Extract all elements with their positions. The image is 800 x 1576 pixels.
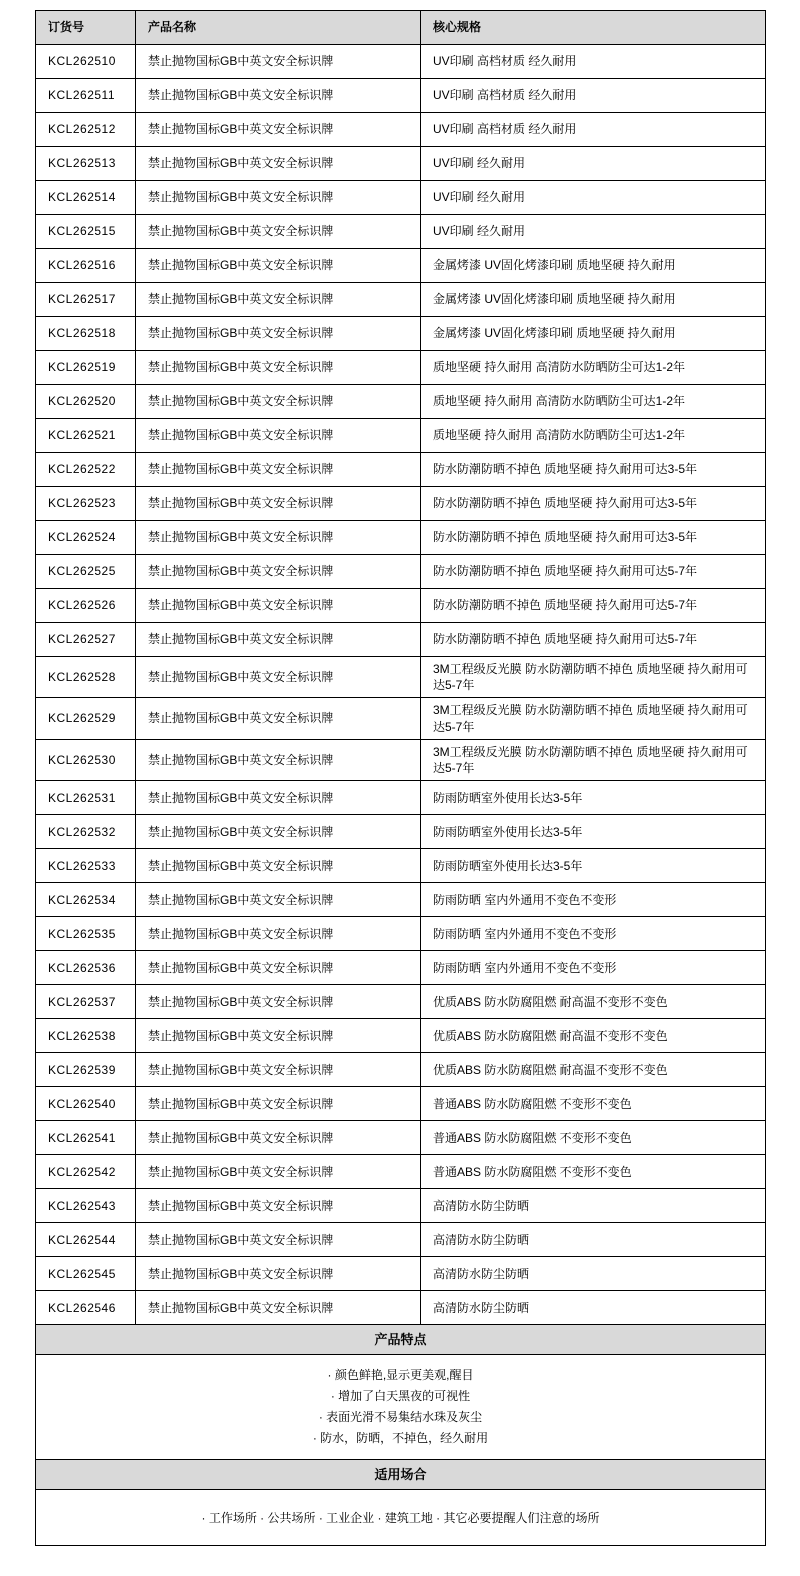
table-row <box>36 917 766 951</box>
feature-item: · 防水，防晒，不掉色，经久耐用 <box>312 1431 489 1446</box>
occasions-section-title: 适用场合 <box>36 1460 766 1490</box>
table-row <box>36 1053 766 1087</box>
table-row <box>36 487 766 521</box>
product-name-cell: 禁止抛物国标GB中英文安全标识牌 <box>136 79 421 113</box>
order-code-cell: KCL262537 <box>36 985 136 1019</box>
core-spec-cell: 高清防水防尘防晒 <box>421 1223 766 1257</box>
product-name-cell: 禁止抛物国标GB中英文安全标识牌 <box>136 1019 421 1053</box>
product-name-cell: 禁止抛物国标GB中英文安全标识牌 <box>136 113 421 147</box>
table-row <box>36 317 766 351</box>
occasions-content-row <box>36 1490 766 1546</box>
order-code-cell: KCL262535 <box>36 917 136 951</box>
feature-item: · 表面光滑不易集结水珠及灰尘 <box>318 1410 483 1425</box>
feature-item: · 颜色鲜艳,显示更美观,醒目 <box>327 1368 474 1383</box>
core-spec-cell: 防水防潮防晒不掉色 质地坚硬 持久耐用可达3-5年 <box>421 487 766 521</box>
features-content-row <box>36 1355 766 1460</box>
features-section-title: 产品特点 <box>36 1325 766 1355</box>
product-name-cell: 禁止抛物国标GB中英文安全标识牌 <box>136 849 421 883</box>
core-spec-cell: 防雨防晒室外使用长达3-5年 <box>421 849 766 883</box>
order-code-cell: KCL262511 <box>36 79 136 113</box>
order-code-cell: KCL262539 <box>36 1053 136 1087</box>
core-spec-cell: UV印刷 高档材质 经久耐用 <box>421 113 766 147</box>
product-name-cell: 禁止抛物国标GB中英文安全标识牌 <box>136 589 421 623</box>
column-header-core-spec: 核心规格 <box>421 11 766 45</box>
product-name-cell: 禁止抛物国标GB中英文安全标识牌 <box>136 917 421 951</box>
table-row <box>36 781 766 815</box>
table-row <box>36 113 766 147</box>
product-name-cell: 禁止抛物国标GB中英文安全标识牌 <box>136 45 421 79</box>
table-row <box>36 883 766 917</box>
order-code-cell: KCL262525 <box>36 555 136 589</box>
order-code-cell: KCL262545 <box>36 1257 136 1291</box>
core-spec-cell: 防水防潮防晒不掉色 质地坚硬 持久耐用可达5-7年 <box>421 555 766 589</box>
product-name-cell: 禁止抛物国标GB中英文安全标识牌 <box>136 1155 421 1189</box>
core-spec-cell: UV印刷 高档材质 经久耐用 <box>421 45 766 79</box>
core-spec-cell: UV印刷 经久耐用 <box>421 147 766 181</box>
core-spec-cell: 3M工程级反光膜 防水防潮防晒不掉色 质地坚硬 持久耐用可达5-7年 <box>421 698 766 739</box>
product-name-cell: 禁止抛物国标GB中英文安全标识牌 <box>136 215 421 249</box>
product-name-cell: 禁止抛物国标GB中英文安全标识牌 <box>136 351 421 385</box>
order-code-cell: KCL262522 <box>36 453 136 487</box>
order-code-cell: KCL262534 <box>36 883 136 917</box>
table-body <box>36 45 766 1325</box>
product-name-cell: 禁止抛物国标GB中英文安全标识牌 <box>136 951 421 985</box>
order-code-cell: KCL262523 <box>36 487 136 521</box>
table-row <box>36 985 766 1019</box>
core-spec-cell: 金属烤漆 UV固化烤漆印刷 质地坚硬 持久耐用 <box>421 249 766 283</box>
core-spec-cell: 金属烤漆 UV固化烤漆印刷 质地坚硬 持久耐用 <box>421 283 766 317</box>
table-row <box>36 215 766 249</box>
core-spec-cell: UV印刷 经久耐用 <box>421 215 766 249</box>
order-code-cell: KCL262524 <box>36 521 136 555</box>
product-name-cell: 禁止抛物国标GB中英文安全标识牌 <box>136 283 421 317</box>
order-code-cell: KCL262521 <box>36 419 136 453</box>
order-code-cell: KCL262541 <box>36 1121 136 1155</box>
core-spec-cell: 普通ABS 防水防腐阻燃 不变形不变色 <box>421 1155 766 1189</box>
core-spec-cell: 防水防潮防晒不掉色 质地坚硬 持久耐用可达3-5年 <box>421 453 766 487</box>
core-spec-cell: 高清防水防尘防晒 <box>421 1189 766 1223</box>
table-row <box>36 623 766 657</box>
table-row <box>36 419 766 453</box>
table-header-row <box>36 11 766 45</box>
core-spec-cell: 防雨防晒室外使用长达3-5年 <box>421 781 766 815</box>
product-spec-table <box>35 10 766 1546</box>
table-row <box>36 1291 766 1325</box>
core-spec-cell: 质地坚硬 持久耐用 高清防水防晒防尘可达1-2年 <box>421 351 766 385</box>
core-spec-cell: 防水防潮防晒不掉色 质地坚硬 持久耐用可达5-7年 <box>421 623 766 657</box>
core-spec-cell: 3M工程级反光膜 防水防潮防晒不掉色 质地坚硬 持久耐用可达5-7年 <box>421 739 766 780</box>
order-code-cell: KCL262542 <box>36 1155 136 1189</box>
table-row <box>36 1019 766 1053</box>
product-name-cell: 禁止抛物国标GB中英文安全标识牌 <box>136 623 421 657</box>
table-row <box>36 181 766 215</box>
product-name-cell: 禁止抛物国标GB中英文安全标识牌 <box>136 317 421 351</box>
order-code-cell: KCL262526 <box>36 589 136 623</box>
product-name-cell: 禁止抛物国标GB中英文安全标识牌 <box>136 1257 421 1291</box>
order-code-cell: KCL262515 <box>36 215 136 249</box>
core-spec-cell: 防水防潮防晒不掉色 质地坚硬 持久耐用可达3-5年 <box>421 521 766 555</box>
product-name-cell: 禁止抛物国标GB中英文安全标识牌 <box>136 781 421 815</box>
order-code-cell: KCL262540 <box>36 1087 136 1121</box>
order-code-cell: KCL262513 <box>36 147 136 181</box>
core-spec-cell: 防雨防晒 室内外通用不变色不变形 <box>421 917 766 951</box>
occasions-text: · 工作场所 · 公共场所 · 工业企业 · 建筑工地 · 其它必要提醒人们注意的场所 <box>36 1490 766 1546</box>
table-row <box>36 45 766 79</box>
table-row <box>36 555 766 589</box>
product-name-cell: 禁止抛物国标GB中英文安全标识牌 <box>136 1053 421 1087</box>
table-row <box>36 79 766 113</box>
core-spec-cell: 优质ABS 防水防腐阻燃 耐高温不变形不变色 <box>421 1053 766 1087</box>
core-spec-cell: 优质ABS 防水防腐阻燃 耐高温不变形不变色 <box>421 985 766 1019</box>
core-spec-cell: 质地坚硬 持久耐用 高清防水防晒防尘可达1-2年 <box>421 385 766 419</box>
order-code-cell: KCL262516 <box>36 249 136 283</box>
order-code-cell: KCL262533 <box>36 849 136 883</box>
table-row <box>36 1189 766 1223</box>
table-row <box>36 147 766 181</box>
product-name-cell: 禁止抛物国标GB中英文安全标识牌 <box>136 985 421 1019</box>
features-list <box>36 1355 766 1460</box>
table-row <box>36 815 766 849</box>
feature-item: · 增加了白天黑夜的可视性 <box>330 1389 471 1404</box>
core-spec-cell: 质地坚硬 持久耐用 高清防水防晒防尘可达1-2年 <box>421 419 766 453</box>
table-row <box>36 657 766 698</box>
product-name-cell: 禁止抛物国标GB中英文安全标识牌 <box>136 147 421 181</box>
core-spec-cell: 防雨防晒 室内外通用不变色不变形 <box>421 883 766 917</box>
product-name-cell: 禁止抛物国标GB中英文安全标识牌 <box>136 1291 421 1325</box>
order-code-cell: KCL262531 <box>36 781 136 815</box>
order-code-cell: KCL262520 <box>36 385 136 419</box>
table-row <box>36 521 766 555</box>
table-header <box>36 11 766 45</box>
table-row <box>36 385 766 419</box>
product-name-cell: 禁止抛物国标GB中英文安全标识牌 <box>136 815 421 849</box>
core-spec-cell: 金属烤漆 UV固化烤漆印刷 质地坚硬 持久耐用 <box>421 317 766 351</box>
product-name-cell: 禁止抛物国标GB中英文安全标识牌 <box>136 739 421 780</box>
order-code-cell: KCL262517 <box>36 283 136 317</box>
order-code-cell: KCL262527 <box>36 623 136 657</box>
product-name-cell: 禁止抛物国标GB中英文安全标识牌 <box>136 249 421 283</box>
product-name-cell: 禁止抛物国标GB中英文安全标识牌 <box>136 1223 421 1257</box>
features-section <box>36 1325 766 1460</box>
product-name-cell: 禁止抛物国标GB中英文安全标识牌 <box>136 555 421 589</box>
table-row <box>36 739 766 780</box>
core-spec-cell: 普通ABS 防水防腐阻燃 不变形不变色 <box>421 1087 766 1121</box>
table-row <box>36 283 766 317</box>
order-code-cell: KCL262544 <box>36 1223 136 1257</box>
product-name-cell: 禁止抛物国标GB中英文安全标识牌 <box>136 419 421 453</box>
core-spec-cell: UV印刷 高档材质 经久耐用 <box>421 79 766 113</box>
core-spec-cell: 优质ABS 防水防腐阻燃 耐高温不变形不变色 <box>421 1019 766 1053</box>
product-name-cell: 禁止抛物国标GB中英文安全标识牌 <box>136 453 421 487</box>
order-code-cell: KCL262510 <box>36 45 136 79</box>
core-spec-cell: 普通ABS 防水防腐阻燃 不变形不变色 <box>421 1121 766 1155</box>
order-code-cell: KCL262532 <box>36 815 136 849</box>
column-header-product-name: 产品名称 <box>136 11 421 45</box>
order-code-cell: KCL262530 <box>36 739 136 780</box>
table-row <box>36 1257 766 1291</box>
product-name-cell: 禁止抛物国标GB中英文安全标识牌 <box>136 181 421 215</box>
order-code-cell: KCL262518 <box>36 317 136 351</box>
table-row <box>36 951 766 985</box>
product-name-cell: 禁止抛物国标GB中英文安全标识牌 <box>136 698 421 739</box>
table-row <box>36 351 766 385</box>
order-code-cell: KCL262543 <box>36 1189 136 1223</box>
occasions-header-row <box>36 1460 766 1490</box>
table-row <box>36 453 766 487</box>
order-code-cell: KCL262528 <box>36 657 136 698</box>
table-row <box>36 1121 766 1155</box>
product-name-cell: 禁止抛物国标GB中英文安全标识牌 <box>136 883 421 917</box>
core-spec-cell: UV印刷 经久耐用 <box>421 181 766 215</box>
product-name-cell: 禁止抛物国标GB中英文安全标识牌 <box>136 385 421 419</box>
product-name-cell: 禁止抛物国标GB中英文安全标识牌 <box>136 1189 421 1223</box>
table-row <box>36 589 766 623</box>
core-spec-cell: 高清防水防尘防晒 <box>421 1291 766 1325</box>
order-code-cell: KCL262514 <box>36 181 136 215</box>
order-code-cell: KCL262538 <box>36 1019 136 1053</box>
order-code-cell: KCL262536 <box>36 951 136 985</box>
order-code-cell: KCL262546 <box>36 1291 136 1325</box>
table-row <box>36 1155 766 1189</box>
order-code-cell: KCL262529 <box>36 698 136 739</box>
core-spec-cell: 3M工程级反光膜 防水防潮防晒不掉色 质地坚硬 持久耐用可达5-7年 <box>421 657 766 698</box>
core-spec-cell: 防雨防晒 室内外通用不变色不变形 <box>421 951 766 985</box>
product-name-cell: 禁止抛物国标GB中英文安全标识牌 <box>136 1087 421 1121</box>
features-header-row <box>36 1325 766 1355</box>
product-name-cell: 禁止抛物国标GB中英文安全标识牌 <box>136 487 421 521</box>
core-spec-cell: 防水防潮防晒不掉色 质地坚硬 持久耐用可达5-7年 <box>421 589 766 623</box>
table-row <box>36 1087 766 1121</box>
column-header-order-code: 订货号 <box>36 11 136 45</box>
table-row <box>36 849 766 883</box>
table-row <box>36 1223 766 1257</box>
product-name-cell: 禁止抛物国标GB中英文安全标识牌 <box>136 657 421 698</box>
order-code-cell: KCL262512 <box>36 113 136 147</box>
core-spec-cell: 高清防水防尘防晒 <box>421 1257 766 1291</box>
core-spec-cell: 防雨防晒室外使用长达3-5年 <box>421 815 766 849</box>
product-name-cell: 禁止抛物国标GB中英文安全标识牌 <box>136 1121 421 1155</box>
table-row <box>36 249 766 283</box>
occasions-section <box>36 1460 766 1546</box>
order-code-cell: KCL262519 <box>36 351 136 385</box>
product-name-cell: 禁止抛物国标GB中英文安全标识牌 <box>136 521 421 555</box>
table-row <box>36 698 766 739</box>
